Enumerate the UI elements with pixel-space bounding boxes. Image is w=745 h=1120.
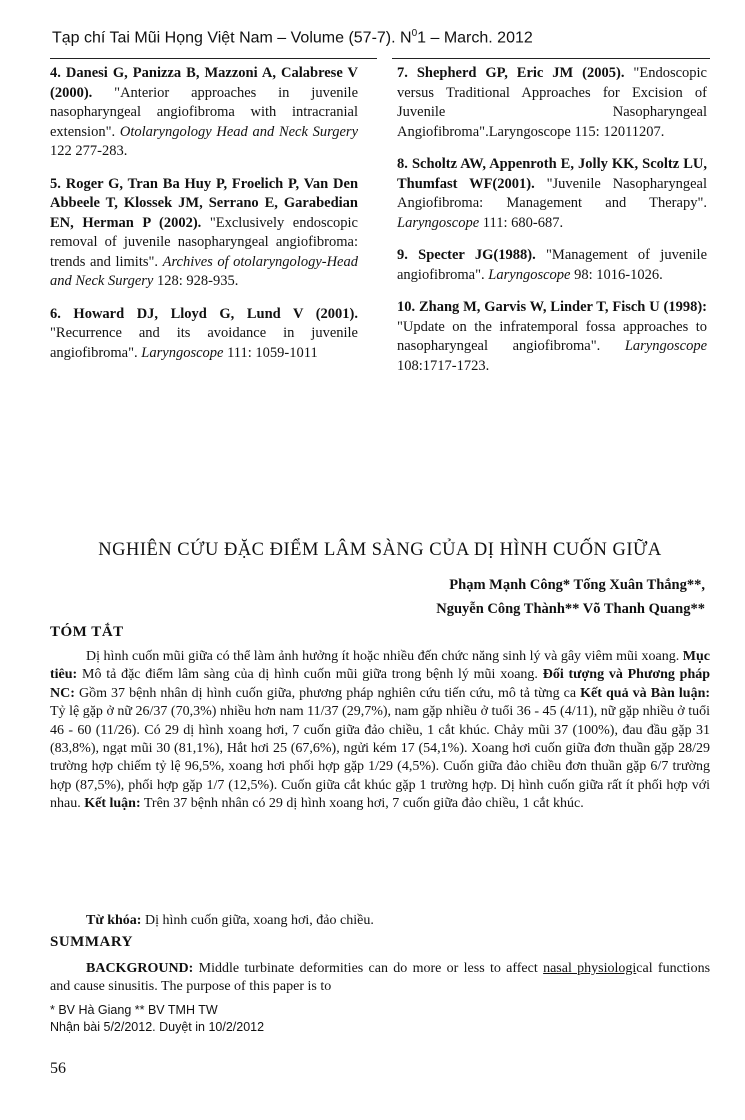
header-rule-right xyxy=(392,58,710,59)
tomtat-heading: TÓM TẮT xyxy=(50,624,124,640)
header-rule-left xyxy=(50,58,377,59)
page-number: 56 xyxy=(50,1060,66,1077)
reference-item: 5. Roger G, Tran Ba Huy P, Froelich P, Van Den Abbeele T, Klossek JM, Serrano E, Garabedian EN, Herman P (2002). "Exclusively endoscopic removal of juvenile nasopharyngeal angiofibroma: trends and limits". Archives of otolaryngology-Head and Neck Surgery 128: 928-935. xyxy=(50,175,359,289)
references-right-column xyxy=(397,64,707,389)
references-left-column xyxy=(50,64,358,376)
keywords: Từ khóa: Dị hình cuốn giữa, xoang hơi, đảo chiều. xyxy=(86,913,374,928)
reference-item: 7. Shepherd GP, Eric JM (2005). "Endoscopic versus Traditional Approaches for Excision of Juvenile Nasopharyngeal Angiofibroma".Laryngoscope 115: 12011207. xyxy=(397,65,707,140)
reference-item: 8. Scholtz AW, Appenroth E, Jolly KK, Scoltz LU, Thumfast WF(2001). "Juvenile Nasopharyngeal Angiofibroma: Management and Therapy". Laryngoscope 111: 680-687. xyxy=(397,156,707,231)
reference-item: 4. Danesi G, Panizza B, Mazzoni A, Calabrese V (2000). "Anterior approaches in juvenile nasopharyngeal angiofibroma with intracranial extension". Otolaryngology Head and Neck Surgery 122 277-283. xyxy=(50,65,359,159)
abstract-vi: Dị hình cuốn mũi giữa có thể làm ảnh hưởng ít hoặc nhiều đến chức năng sinh lý và gây viêm mũi xoang. Mục tiêu: Mô tả đặc điểm lâm sàng của dị hình cuốn mũi giữa trong bệnh lý mũi xoang. Đối tượng và Phương pháp NC: Gồm 37 bệnh nhân dị hình cuốn giữa, phương pháp nghiên cứu tiến cứu, mô tả từng ca Kết quả và Bàn luận: Tỷ lệ gặp ở nữ 26/37 (70,3%) nhiều hơn nam 11/37 (29,7%), nam gặp nhiều ở tuổi 36 - 45 (4/11), nữ gặp nhiều ở tuổi 46 - 60 (11/26). Có 29 dị hình xoang hơi, 7 cuốn giữa đảo chiều, 1 cắt khúc. Chảy mũi 37 (100%), đau đầu gặp 31 (83,8%), ngạt mũi 30 (81,1%), Hắt hơi 25 (67,6%), ngửi kém 17 (54,1%). Xoang hơi cuốn giữa đơn thuần gặp 28/29 trường hợp chiếm tỷ lệ 96,5%, xoang hơi phối hợp gặp 1/29 (4,5%). Cuốn giữa đảo chiều đơn thuần gặp 6/7 trường hợp (87,5%), phối hợp gặp 1/7 (12,5%). Cuốn giữa cắt khúc gặp 1 trường hợp. Dị hình cuốn giữa rất ít phối hợp với nhau. Kết luận: Trên 37 bệnh nhân có 29 dị hình xoang hơi, 7 cuốn giữa đảo chiều, 1 cắt khúc. xyxy=(50,649,711,812)
reference-item: 10. Zhang M, Garvis W, Linder T, Fisch U (1998): "Update on the infratemporal fossa approaches to nasopharyngeal angiofibroma". Laryngoscope 108:1717-1723. xyxy=(397,299,708,374)
reference-item: 6. Howard DJ, Lloyd G, Lund V (2001). "Recurrence and its avoidance in juvenile angiofibroma". Laryngoscope 111: 1059-1011 xyxy=(50,305,359,361)
summary-heading: SUMMARY xyxy=(50,934,133,950)
summary-background: BACKGROUND: Middle turbinate deformities can do more or less to affect nasal physiological functions and cause sinusitis. The purpose of this paper is to xyxy=(50,961,711,995)
authors-line-2: Nguyễn Công Thành** Võ Thanh Quang** xyxy=(436,601,705,617)
authors-line-1: Phạm Mạnh Công* Tống Xuân Thắng**, xyxy=(449,577,705,593)
header-text-pre: Tạp chí Tai Mũi Họng Việt Nam – Volume (57-7). N xyxy=(52,29,412,47)
footnote-affiliations: * BV Hà Giang ** BV TMH TW xyxy=(50,1003,218,1017)
journal-header xyxy=(52,28,533,47)
footnote xyxy=(50,1002,264,1036)
header-text-post: 1 – March. 2012 xyxy=(417,29,533,47)
header-superscript: 0 xyxy=(411,28,418,39)
footnote-dates: Nhận bài 5/2/2012. Duyệt in 10/2/2012 xyxy=(50,1020,265,1034)
author-list xyxy=(436,573,705,621)
reference-item: 9. Specter JG(1988). "Management of juvenile angiofibroma". Laryngoscope 98: 1016-1026. xyxy=(397,247,708,283)
article-title: NGHIÊN CỨU ĐẶC ĐIỂM LÂM SÀNG CỦA DỊ HÌNH CUỐN GIỮA xyxy=(98,540,662,560)
